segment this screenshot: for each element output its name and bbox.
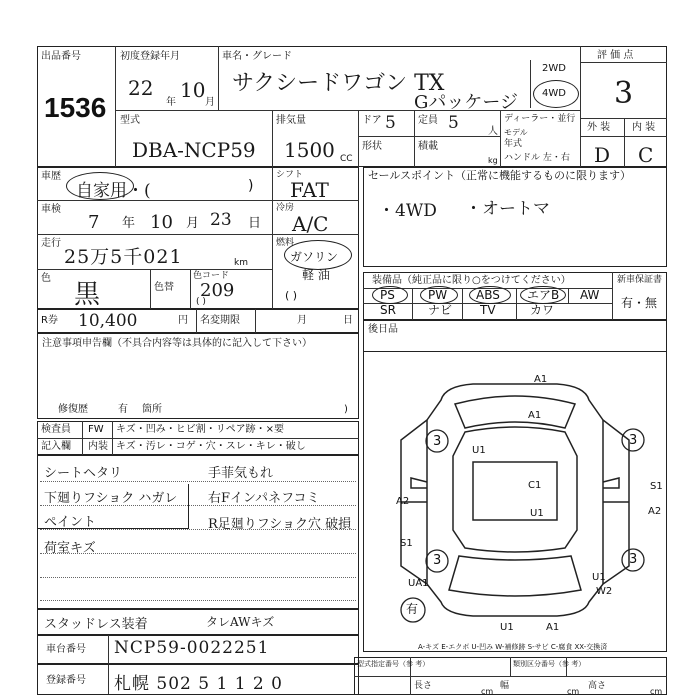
- ext-label: 外 装: [587, 122, 611, 133]
- divider: [414, 110, 415, 136]
- lot-no-label: 出品番号: [41, 51, 81, 62]
- history-label: 車歴: [41, 171, 61, 182]
- height-label: 高さ: [588, 681, 607, 691]
- person-unit: 人: [488, 126, 498, 137]
- mark-s1-right: S1: [650, 481, 663, 492]
- mileage-value: 25万5千021: [64, 246, 183, 268]
- ruibetsu-label: 類別区分番号（参 考）: [513, 660, 586, 668]
- recycle-label: R券: [41, 315, 58, 326]
- shaken-year-char: 年: [122, 216, 136, 231]
- model-name: サクシードワゴン TX: [232, 71, 445, 96]
- note-right-2: 右Fインパネフコミ: [208, 491, 320, 506]
- studless-label: スタッドレス装着: [44, 617, 148, 632]
- equip-airbag: エアB: [527, 288, 560, 302]
- nintei-label: 型式指定番号（参 考）: [357, 660, 430, 668]
- equip-sr: SR: [380, 303, 396, 317]
- after-label: 後日品: [368, 324, 398, 335]
- circle-airbag: [520, 286, 566, 304]
- length-label: 長さ: [414, 681, 433, 691]
- entry-items: キズ・汚レ・コゲ・穴・スレ・キレ・破し: [116, 441, 306, 452]
- divider: [218, 46, 219, 110]
- after-item-block: [363, 320, 667, 352]
- equip-tv: TV: [480, 303, 496, 317]
- int-grade: C: [638, 143, 654, 167]
- circle-pw: [420, 286, 458, 304]
- mark-fl-3: 3: [629, 433, 638, 448]
- displacement: 1500: [284, 138, 335, 162]
- divider: [150, 269, 151, 309]
- fuel-label: 燃料: [276, 238, 295, 248]
- model-year-label: モデル: [504, 128, 528, 137]
- year-label: 年式: [504, 139, 523, 149]
- shaken-label: 車検: [41, 204, 61, 215]
- doors: 5: [385, 113, 396, 133]
- repair-label: 修復歴: [58, 404, 88, 415]
- divider: [358, 136, 500, 137]
- type-label: 型式: [120, 115, 140, 126]
- mark-a2-left: A2: [396, 496, 410, 507]
- ext-grade: D: [594, 143, 611, 167]
- mark-rr-3: 3: [433, 553, 442, 568]
- repair-close: ): [344, 404, 348, 415]
- inspect-items: キズ・凹み・ヒビ割・リペア跡・×要: [116, 424, 284, 435]
- fuel-gas: ガソリン: [290, 250, 339, 264]
- height-unit: cm: [650, 687, 663, 696]
- note-right-3: R足廻りフショク穴 破損: [208, 517, 352, 532]
- fuel-diesel: 軽 油: [302, 268, 330, 282]
- capacity-label: 定員: [418, 115, 438, 126]
- note-left-4: 荷室キズ: [44, 541, 96, 556]
- width-label: 幅: [500, 681, 510, 691]
- cc-unit: CC: [340, 154, 353, 164]
- dealer-label: ディーラー・並行: [504, 114, 576, 124]
- chassis-value: NCP59-0022251: [114, 638, 270, 658]
- equip-leather: カワ: [530, 303, 555, 317]
- mark-bottom-a1: A1: [546, 622, 560, 633]
- width-unit: cm: [567, 687, 580, 696]
- inspect-fw: FW: [88, 424, 104, 435]
- shaken-day-char: 日: [248, 216, 262, 231]
- note-left-2: 下廻りフショク ハガレ: [44, 491, 178, 506]
- grade: Gパッケージ: [414, 92, 519, 113]
- color-change-label: 色替: [154, 282, 174, 293]
- divider: [37, 234, 272, 235]
- shaken-month-char: 月: [186, 216, 200, 231]
- entry-label: 記入欄: [41, 441, 71, 452]
- color-value: 黒: [74, 280, 101, 310]
- color-label: 色: [41, 273, 51, 284]
- fuel-paren: ( ): [285, 289, 298, 302]
- notes-line: [40, 600, 356, 601]
- divider: [414, 136, 415, 167]
- mark-rl-3: 3: [629, 552, 638, 567]
- mark-c1: C1: [528, 480, 542, 491]
- mark-u1-center: U1: [530, 508, 544, 519]
- divider: [580, 136, 667, 137]
- capacity: 5: [448, 113, 459, 133]
- fuel-gas-circle: [284, 240, 352, 270]
- history-value: 自家用・(: [76, 181, 151, 201]
- repair-place: 箇所: [142, 404, 162, 415]
- mark-ua1: UA1: [408, 578, 429, 589]
- notes-line: [40, 481, 356, 482]
- mark-w2: W2: [596, 586, 613, 597]
- divider: [354, 676, 667, 677]
- entry-int: 内装: [88, 441, 108, 452]
- drive-4wd: 4WD: [542, 88, 566, 99]
- mark-s1-left: S1: [400, 538, 413, 549]
- history-circle: [66, 172, 134, 200]
- divider: [624, 118, 625, 167]
- chassis-label: 車台番号: [46, 644, 86, 655]
- mark-hood-a1: A1: [528, 410, 542, 421]
- divider: [612, 272, 613, 320]
- length-unit: cm: [481, 687, 494, 696]
- divider: [37, 438, 359, 439]
- circle-abs: [469, 286, 511, 304]
- divider: [272, 167, 273, 309]
- divider: [412, 288, 413, 320]
- first-reg-month: 10: [180, 78, 206, 102]
- meigi-month: 月: [297, 315, 307, 326]
- sales-point-1: ・4WD: [378, 201, 437, 221]
- divider: [272, 110, 273, 167]
- month-char: 月: [205, 97, 215, 108]
- sales-point-2: ・オートマ: [465, 199, 550, 219]
- shift-value: FAT: [290, 178, 329, 202]
- color-code-label: 色コード: [193, 271, 230, 281]
- mark-u1-left: U1: [472, 445, 486, 456]
- score: 3: [614, 76, 634, 111]
- diagram-legend: A-キズ E-エクボ U-凹み W-補修跡 S-サビ C-腐食 XX-交換済: [418, 643, 608, 651]
- divider: [462, 288, 463, 320]
- mileage-label: 走行: [41, 238, 61, 249]
- divider: [516, 288, 517, 320]
- reg-value: 札幌 502 5 1 1 2 0: [114, 674, 283, 694]
- model-grade-label: 車名・グレード: [222, 51, 292, 62]
- divider: [580, 62, 667, 63]
- meigi-day: 日: [343, 315, 353, 326]
- new-warranty-label: 新車保証書: [617, 275, 663, 285]
- shaken-day: 23: [210, 210, 232, 230]
- divider: [255, 309, 256, 333]
- displacement-label: 排気量: [276, 115, 306, 126]
- divider: [510, 657, 511, 676]
- equip-abs: ABS: [476, 288, 500, 302]
- mark-a2-right: A2: [648, 506, 662, 517]
- divider: [112, 421, 113, 455]
- yen-unit: 円: [178, 315, 188, 326]
- ac-value: A/C: [292, 212, 329, 236]
- doors-label: ドア: [362, 115, 382, 126]
- drive-2wd: 2WD: [542, 63, 566, 74]
- divider: [196, 309, 197, 333]
- divider: [115, 46, 116, 167]
- meigi-label: 名変期限: [200, 315, 240, 326]
- note-right-1: 手菲気もれ: [208, 466, 274, 481]
- ac-label: 冷房: [276, 203, 295, 213]
- shape-label: 形状: [362, 141, 382, 152]
- kg-unit: kg: [488, 156, 498, 165]
- equip-pw: PW: [428, 288, 448, 302]
- color-code-paren: ( ): [196, 297, 206, 307]
- recycle-value: 10,400: [78, 311, 138, 331]
- year-char: 年: [166, 97, 176, 108]
- load-label: 積載: [418, 141, 438, 152]
- equip-navi: ナビ: [428, 303, 453, 317]
- score-label: 評 価 点: [597, 50, 634, 61]
- reg-label: 登録番号: [46, 675, 86, 686]
- shaken-year: 7: [88, 212, 100, 233]
- divider: [530, 60, 531, 108]
- divider: [37, 269, 272, 270]
- shift-label: シフト: [276, 170, 304, 180]
- new-warranty-value: 有・無: [621, 296, 658, 310]
- equip-label: 装備品（純正品に限り○をつけてください）: [372, 275, 571, 286]
- type-value: DBA-NCP59: [132, 138, 256, 162]
- repair-value: 有: [118, 404, 128, 415]
- handle-label: ハンドル 左・右: [504, 153, 570, 163]
- note-left-3: ペイント: [44, 515, 97, 530]
- divider: [190, 269, 191, 309]
- equip-aw: AW: [580, 288, 600, 302]
- mark-top-a1: A1: [534, 374, 548, 385]
- divider: [568, 288, 569, 303]
- sales-point-label: セールスポイント（正常に機能するものに限ります）: [368, 169, 632, 182]
- divider: [82, 421, 83, 455]
- divider: [500, 110, 501, 167]
- lot-number: 1536: [44, 92, 107, 123]
- note-left-1: シートヘタリ: [44, 466, 123, 481]
- int-label: 内 装: [632, 122, 656, 133]
- equip-ps: PS: [380, 288, 395, 302]
- notes-line: [40, 577, 356, 578]
- divider: [358, 110, 359, 167]
- mark-tire: 有: [406, 602, 419, 616]
- caution-label: 注意事項申告欄（不具合内容等は具体的に記入して下さい）: [42, 338, 312, 349]
- first-reg-year: 22: [128, 76, 154, 100]
- note-bracket: [38, 484, 189, 529]
- drive-4wd-circle: [533, 80, 579, 108]
- first-reg-label: 初度登録年月: [120, 51, 180, 62]
- history-close: ): [248, 178, 254, 194]
- color-code: 209: [200, 280, 235, 301]
- divider: [272, 234, 359, 235]
- mark-fr-3: 3: [433, 434, 442, 449]
- km-unit: km: [234, 258, 248, 268]
- shaken-month: 10: [150, 212, 173, 233]
- mark-u1-bottom: U1: [500, 622, 514, 633]
- studless-note: タレAWキズ: [206, 615, 275, 629]
- mark-u1-rear: U1: [592, 572, 606, 583]
- divider: [115, 110, 580, 111]
- divider: [580, 46, 581, 167]
- inspect-label: 検査員: [41, 424, 71, 435]
- circle-ps: [372, 286, 408, 304]
